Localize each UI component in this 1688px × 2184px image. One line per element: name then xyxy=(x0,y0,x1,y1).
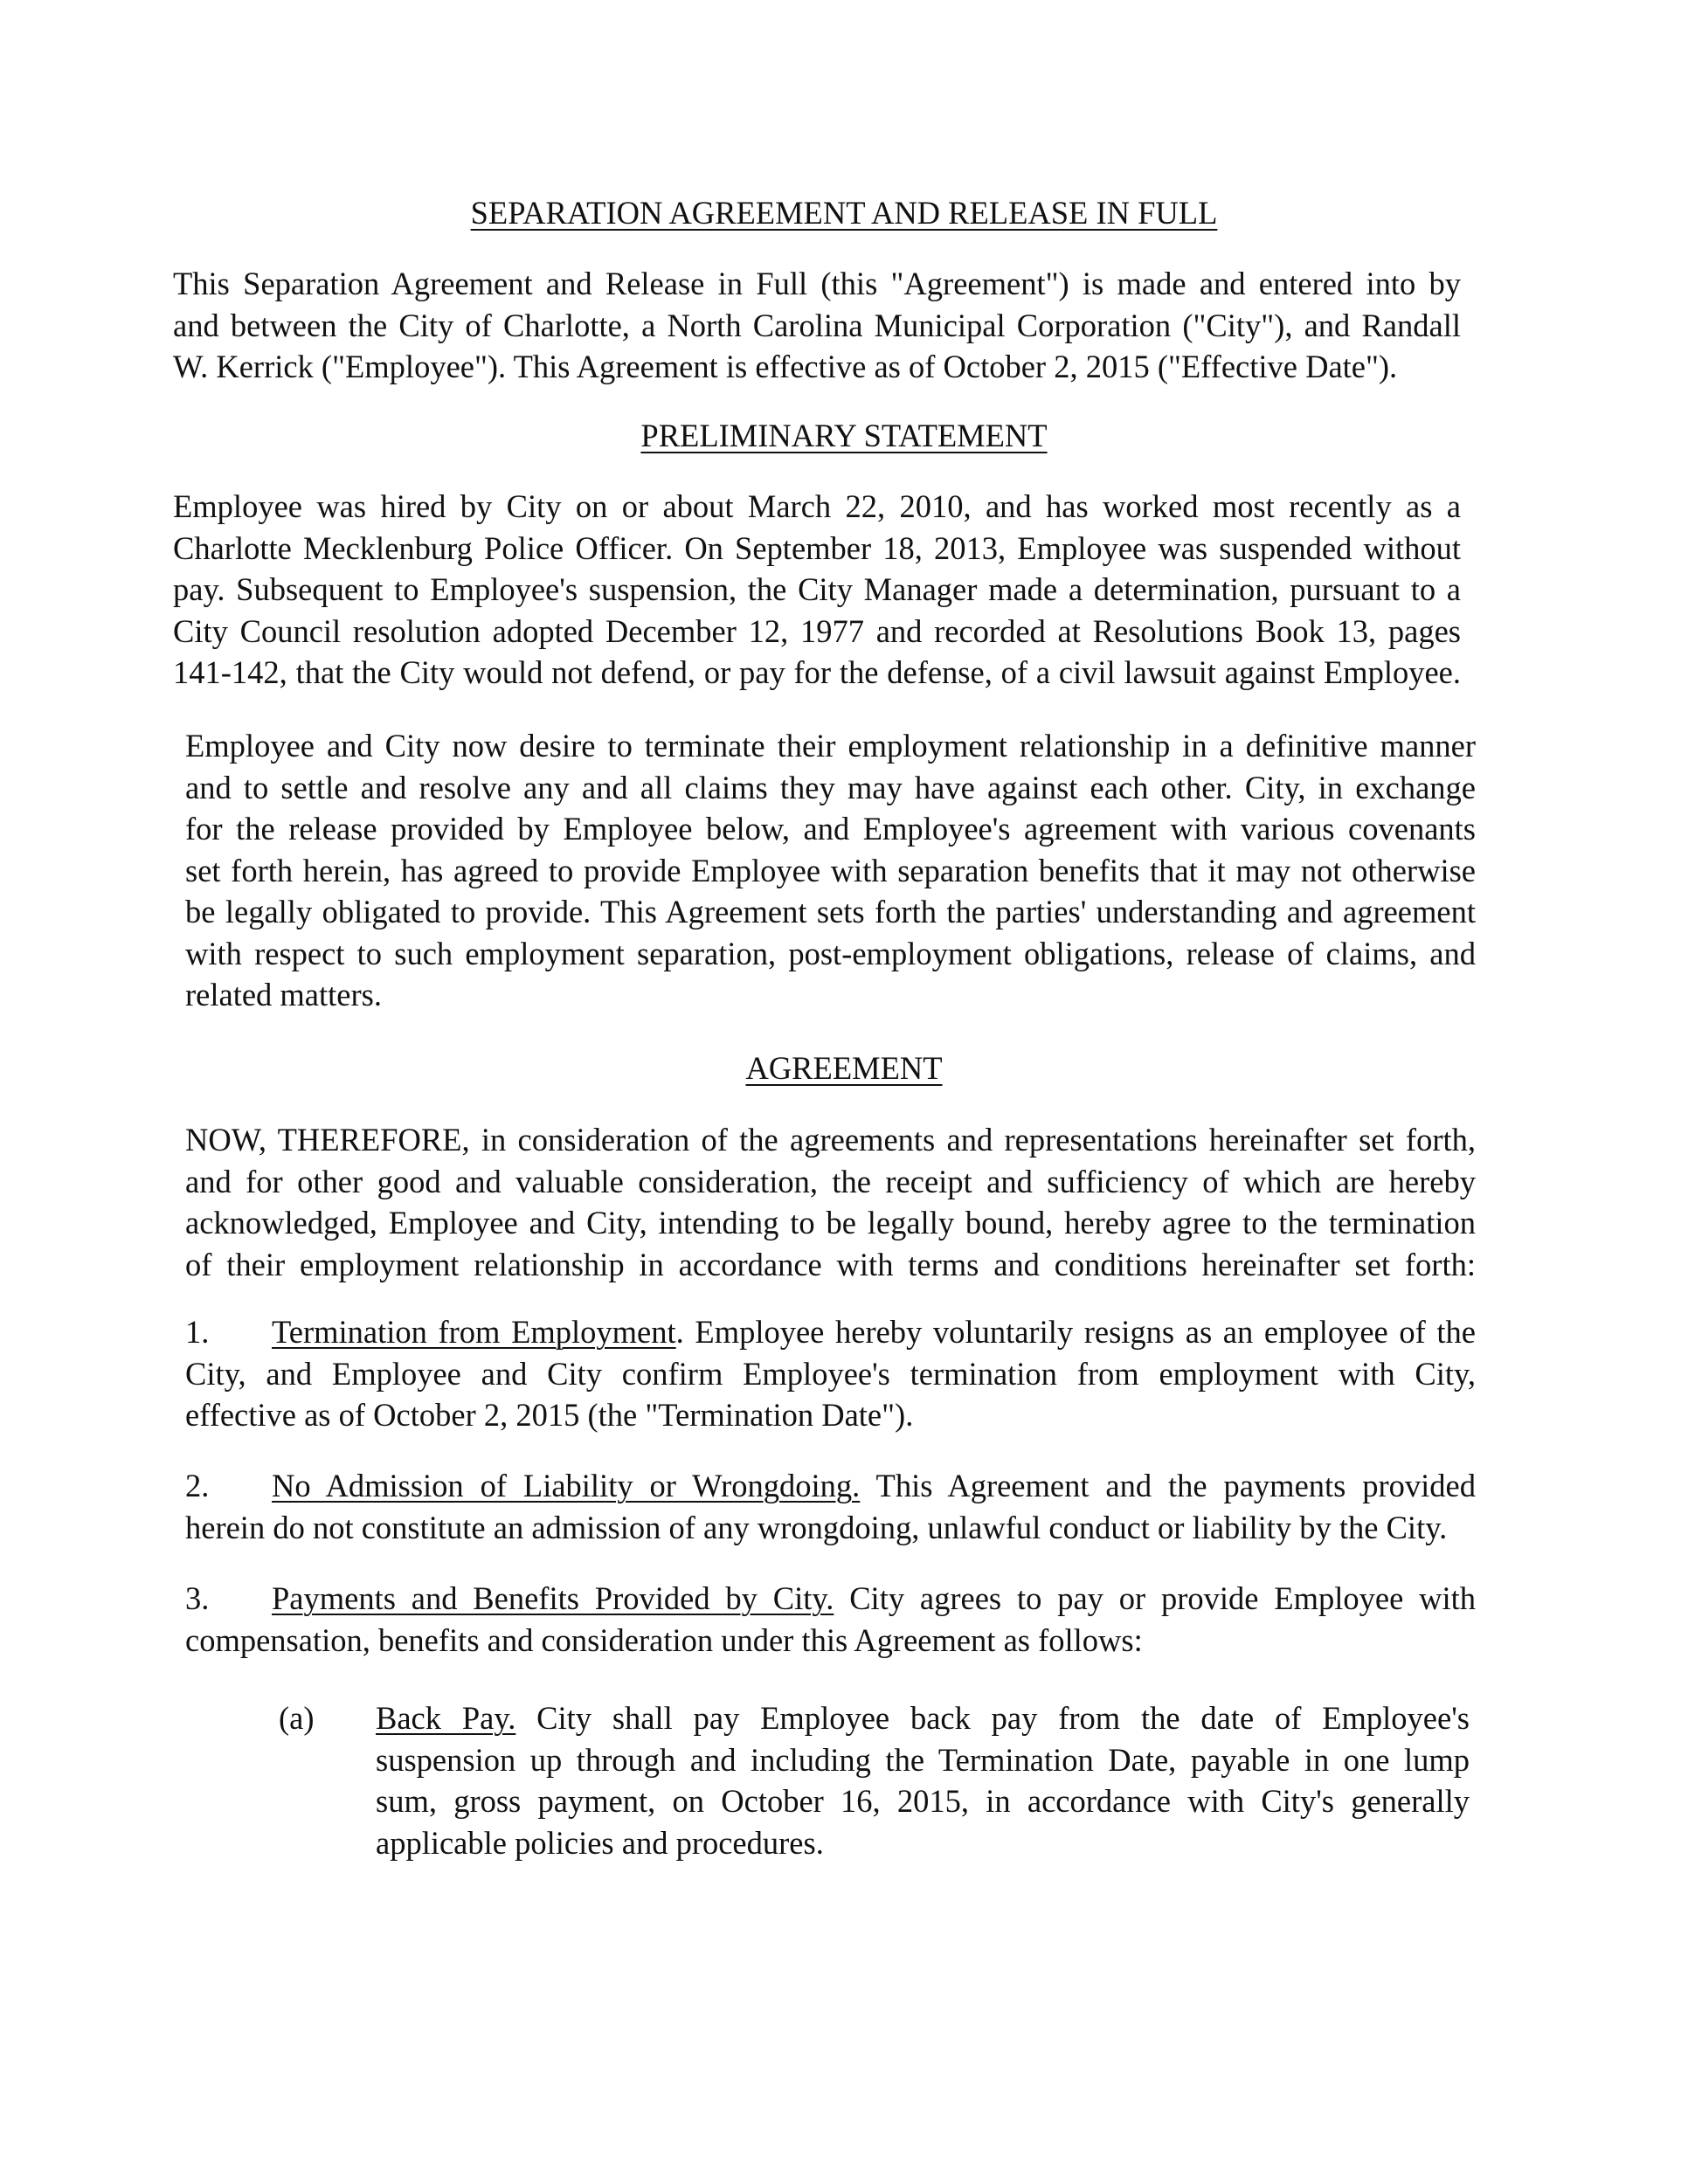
document-title xyxy=(0,192,1688,234)
subsection-heading: Back Pay. xyxy=(376,1700,516,1736)
text-line: pay. Subsequent to Employee's suspension, the City Manager made a determination, pursuant to a xyxy=(173,571,1461,607)
text-line: W. Kerrick ("Employee"). This Agreement is effective as of October 2, 2015 ("Effective Date"). xyxy=(173,349,1398,384)
text-line: for the release provided by Employee below, and Employee's agreement with various covenants xyxy=(185,811,1476,847)
text-line: compensation, benefits and consideration under this Agreement as follows: xyxy=(185,1621,1143,1658)
section-heading: Payments and Benefits Provided by City. xyxy=(272,1580,834,1616)
text-line: related matters. xyxy=(185,977,382,1013)
text-line: acknowledged, Employee and City, intending to be legally bound, hereby agree to the termination xyxy=(185,1205,1476,1241)
section-heading: Termination from Employment xyxy=(272,1314,676,1350)
section-2-no-admission xyxy=(185,1465,1476,1548)
section-number: 1. xyxy=(185,1314,210,1350)
text-line: Employee was hired by City on or about March 22, 2010, and has worked most recently as a xyxy=(173,488,1461,524)
agreement-paragraph xyxy=(185,1119,1476,1285)
agreement-heading xyxy=(0,1047,1688,1089)
text-line: City Council resolution adopted December 12, 1977 and recorded at Resolutions Book 13, pages xyxy=(173,612,1461,649)
section-heading: No Admission of Liability or Wrongdoing. xyxy=(272,1468,861,1503)
section-number: 3. xyxy=(185,1580,210,1616)
section-first-line xyxy=(185,1578,1476,1620)
preliminary-paragraph-1 xyxy=(173,486,1461,694)
section-3-payments xyxy=(185,1578,1476,1661)
subsection-first-line xyxy=(279,1697,1470,1739)
text-line: Charlotte Mecklenburg Police Officer. On September 18, 2013, Employee was suspended without xyxy=(173,529,1461,566)
preliminary-paragraph-2 xyxy=(185,725,1476,1016)
text-line: City, and Employee and City confirm Employee's termination from employment with City, xyxy=(185,1355,1476,1392)
intro-paragraph xyxy=(173,263,1461,388)
text-line: and to settle and resolve any and all claims they may have against each other. City, in exchange xyxy=(185,769,1476,805)
subsection-label: (a) xyxy=(279,1700,315,1736)
text-line: herein do not constitute an admission of any wrongdoing, unlawful conduct or liability by the City. xyxy=(185,1509,1448,1545)
section-text: This Agreement and the payments provided xyxy=(860,1468,1477,1503)
text-line: and between the City of Charlotte, a North Carolina Municipal Corporation ("City"), and Randall xyxy=(173,307,1461,343)
text-line: 141-142, that the City would not defend, or pay for the defense, of a civil lawsuit against Employee. xyxy=(173,654,1461,690)
text-line: suspension up through and including the Termination Date, payable in one lump xyxy=(376,1741,1470,1778)
section-first-line xyxy=(185,1465,1476,1507)
section-text: City agrees to pay or provide Employee with xyxy=(834,1580,1476,1616)
section-1-termination xyxy=(185,1311,1476,1436)
subsection-text: City shall pay Employee back pay from the date of Employee's xyxy=(515,1700,1470,1736)
section-number: 2. xyxy=(185,1468,210,1503)
section-first-line xyxy=(185,1311,1476,1353)
document-title-text: SEPARATION AGREEMENT AND RELEASE IN FULL xyxy=(470,195,1218,231)
text-line: applicable policies and procedures. xyxy=(376,1824,824,1861)
text-line: with respect to such employment separation, post-employment obligations, release of claims, and xyxy=(185,935,1476,971)
text-line: be legally obligated to provide. This Agreement sets forth the parties' understanding and agreement xyxy=(185,894,1476,930)
text-line: Employee and City now desire to terminate their employment relationship in a definitive manner xyxy=(185,728,1476,764)
text-line: of their employment relationship in accordance with terms and conditions hereinafter set forth: xyxy=(185,1246,1476,1282)
text-line: and for other good and valuable consideration, the receipt and sufficiency of which are hereby xyxy=(185,1163,1476,1199)
text-line: effective as of October 2, 2015 (the "Termination Date"). xyxy=(185,1397,914,1433)
agreement-heading-text: AGREEMENT xyxy=(745,1050,943,1086)
text-line: This Separation Agreement and Release in Full (this "Agreement") is made and entered into by xyxy=(173,266,1461,301)
subsection-a-back-pay xyxy=(279,1697,1470,1863)
text-line: set forth herein, has agreed to provide Employee with separation benefits that it may not otherwise xyxy=(185,852,1476,888)
section-text: . Employee hereby voluntarily resigns as an employee of the xyxy=(675,1314,1476,1350)
preliminary-heading-text: PRELIMINARY STATEMENT xyxy=(640,418,1048,453)
text-line: sum, gross payment, on October 16, 2015, in accordance with City's generally xyxy=(376,1783,1470,1819)
preliminary-statement-heading xyxy=(0,415,1688,457)
text-line: NOW, THEREFORE, in consideration of the agreements and representations hereinafter set forth, xyxy=(185,1122,1476,1158)
